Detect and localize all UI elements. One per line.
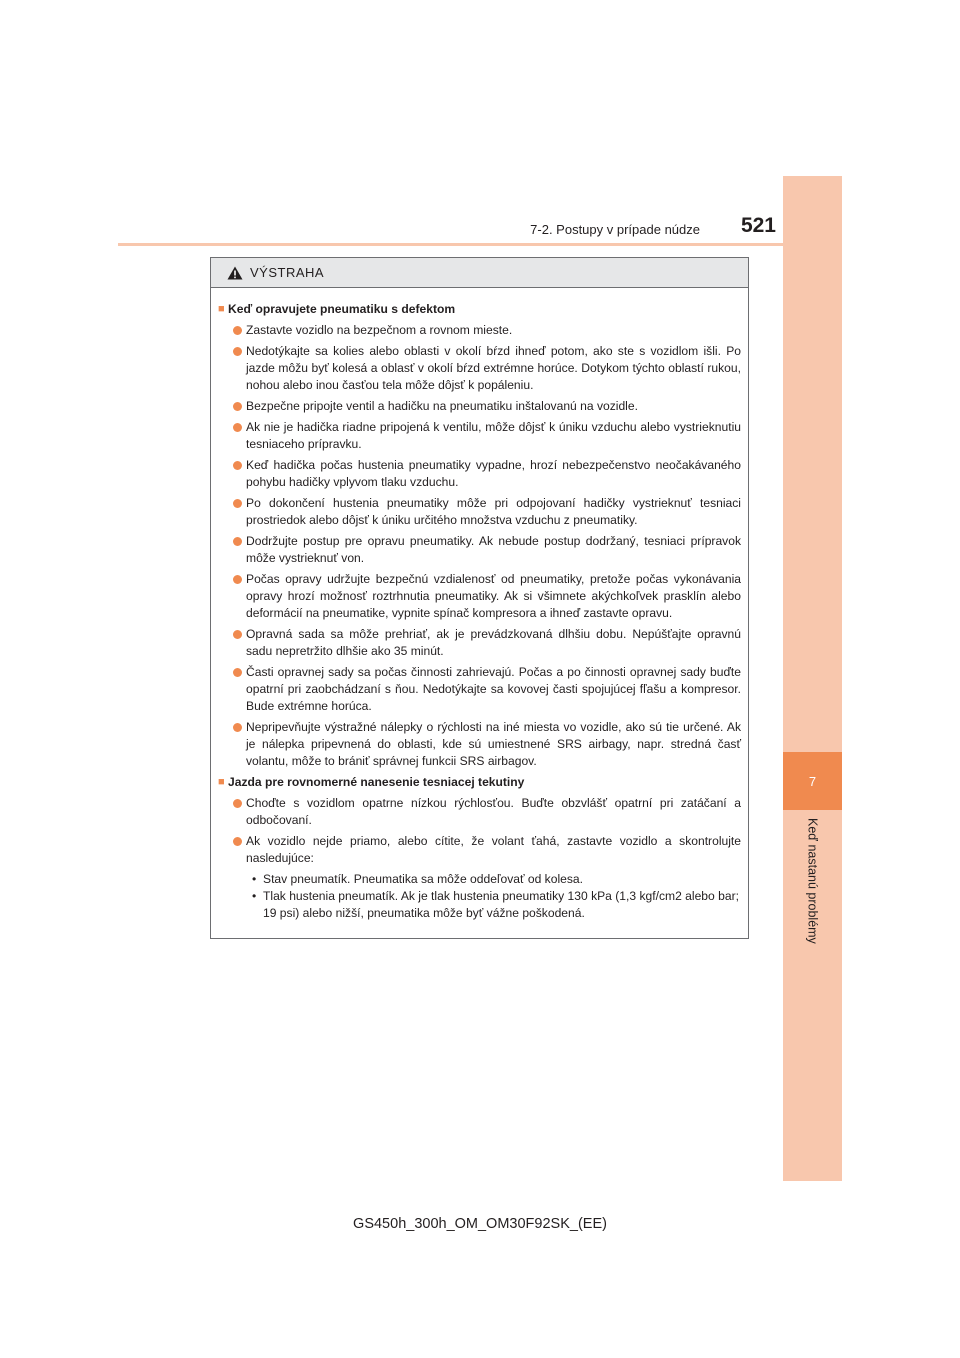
warning-body <box>211 288 748 922</box>
list-item: Keď hadička počas hustenia pneumatiky vypadne, hrozí nebezpečenstvo neočakávaného pohybu hadičky vplyvom tlaku vzduchu. <box>218 457 741 491</box>
document-code: GS450h_300h_OM_OM30F92SK_(EE) <box>353 1216 607 1232</box>
square-bullet-icon: ■ <box>218 303 225 315</box>
square-bullet-icon: ■ <box>218 776 225 788</box>
bullet-dot-icon <box>233 347 242 356</box>
list-item: Zastavte vozidlo na bezpečnom a rovnom mieste. <box>218 322 741 339</box>
bullet-dot-icon <box>233 575 242 584</box>
section-heading: ■ Jazda pre rovnomerné nanesenie tesniacej tekutiny <box>218 775 525 789</box>
sub-list-item: • Tlak hustenia pneumatík. Ak je tlak hustenia pneumatiky 130 kPa (1,3 kgf/cm2 alebo bar; 19 psi) alebo nižší, pneumatika môže byť vážne poškodená. <box>252 889 739 920</box>
warning-triangle-icon <box>227 266 243 280</box>
bullet-dot-icon <box>233 423 242 432</box>
list-item: Nepripevňujte výstražné nálepky o rýchlosti na iné miesta vo vozidle, ako sú tie určené. Ak je nálepka pripevnená do oblasti, kde sú umiestnené SRS airbagy, napr. stredná časť volantu, môže to brániť správnej funkcii SRS airbagov. <box>218 719 741 770</box>
section-heading: ■ Keď opravujete pneumatiku s defektom <box>218 302 456 316</box>
list-item: Choďte s vozidlom opatrne nízkou rýchlosťou. Buďte obzvlášť opatrní pri zatáčaní a odbočovaní. <box>218 795 741 829</box>
page-number: 521 <box>740 214 776 237</box>
list-item: Po dokončení hustenia pneumatiky môže pri odpojovaní hadičky vystrieknuť tesniaci prostriedok alebo dôjsť k úniku určitého množstva vzduchu z pneumatiky. <box>218 495 741 529</box>
list-item: Nedotýkajte sa kolies alebo oblasti v okolí bŕzd ihneď potom, ako ste s vozidlom išli. Po jazde môžu byť kolesá a oblasť v okolí bŕzd extrémne horúce. Dotykom týchto oblastí rukou, nohou alebo inou časťou tela môže dôjsť k popáleniu. <box>218 343 741 394</box>
section-title: 7-2. Postupy v prípade núdze <box>530 222 700 237</box>
bullet-dot-icon <box>233 402 242 411</box>
bullet-dot-icon <box>233 668 242 677</box>
list-item: Ak vozidlo nejde priamo, alebo cítite, že volant ťahá, zastavte vozidlo a skontrolujte nasledujúce: <box>218 833 741 867</box>
bullet-dot-icon <box>233 630 242 639</box>
bullet-dot-icon <box>233 799 242 808</box>
list-item: Ak nie je hadička riadne pripojená k ventilu, môže dôjsť k úniku vzduchu alebo vystrieknutiu tesniaceho prípravku. <box>218 419 741 453</box>
chapter-title: Keď nastanú problémy <box>805 818 820 944</box>
chapter-side-tab <box>783 176 842 1181</box>
list-item: Počas opravy udržujte bezpečnú vzdialenosť od pneumatiky, pretože počas vykonávania opravy hrozí možnosť roztrhnutia pneumatiky. Ak si všimnete akýchkoľvek prasklín alebo deformácií na pneumatike, vypnite spínač kompresora a ihneď zastavte opravu. <box>218 571 741 622</box>
bullet-dot-icon <box>233 723 242 732</box>
small-bullet-icon: • <box>252 889 257 903</box>
warning-title: VÝSTRAHA <box>250 265 325 280</box>
bullet-dot-icon <box>233 537 242 546</box>
bullet-dot-icon <box>233 837 242 846</box>
bullet-dot-icon <box>233 461 242 470</box>
warning-header <box>211 258 748 288</box>
list-item: Časti opravnej sady sa počas činnosti zahrievajú. Počas a po činnosti opravnej sady buďte opatrní pri zaobchádzaní s ňou. Nedotýkajte sa kovovej časti spojujúcej fľašu a kompresor. Bude extrémne horúca. <box>218 664 741 715</box>
bullet-dot-icon <box>233 326 242 335</box>
chapter-number: 7 <box>783 752 842 810</box>
list-item: Dodržujte postup pre opravu pneumatiky. Ak nebude postup dodržaný, tesniaci prípravok môže vystrieknuť von. <box>218 533 741 567</box>
warning-box <box>210 257 749 939</box>
list-item: Opravná sada sa môže prehriať, ak je prevádzkovaná dlhšiu dobu. Nepúšťajte opravnú sadu nepretržito dlhšie ako 35 minút. <box>218 626 741 660</box>
sub-list-item: • Stav pneumatík. Pneumatika sa môže oddeľovať od kolesa. <box>252 872 583 886</box>
bullet-dot-icon <box>233 499 242 508</box>
small-bullet-icon: • <box>252 872 257 886</box>
list-item: Bezpečne pripojte ventil a hadičku na pneumatiku inštalovanú na vozidle. <box>218 398 741 415</box>
header-rule <box>118 243 842 246</box>
